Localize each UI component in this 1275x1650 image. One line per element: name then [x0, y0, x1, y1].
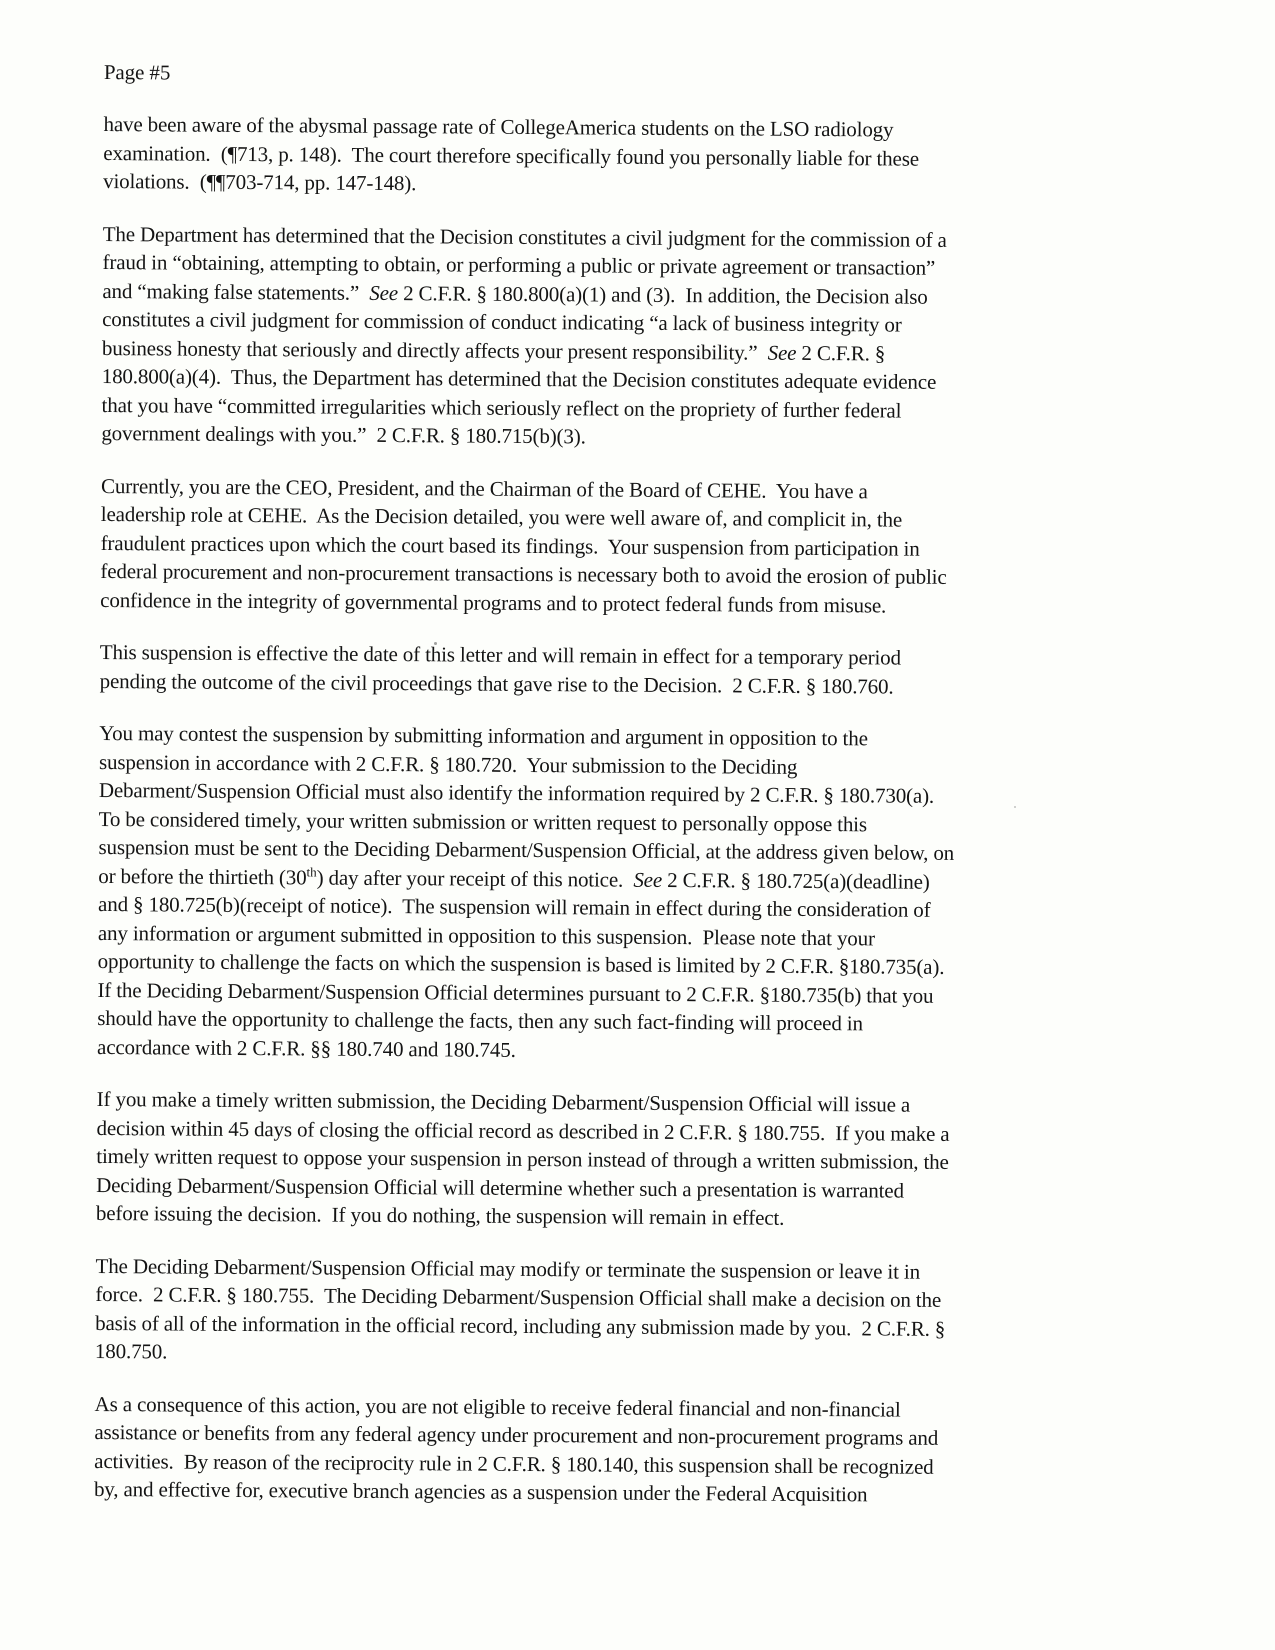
body-text: 2 C.F.R. § 180.725(a)(deadline): [661, 867, 930, 894]
letter-body: [94, 110, 1124, 1511]
text-line: [97, 1032, 1117, 1068]
body-text: basis of all of the information in the official record, including any submission made by you. 2 C.F.R. §: [95, 1310, 946, 1341]
body-text: opportunity to challenge the facts on which the suspension is based is limited by 2 C.F.R. §180.735(a).: [97, 948, 945, 979]
body-text: If you make a timely written submission, the Deciding Debarment/Suspension Official will issue a: [96, 1086, 911, 1117]
body-text: have been aware of the abysmal passage rate of CollegeAmerica students on the LSO radiology: [103, 111, 894, 142]
italic-citation-text: See: [767, 340, 797, 365]
text-line: [96, 1199, 1116, 1235]
paragraph: [100, 471, 1121, 621]
body-text: pending the outcome of the civil proceedings that gave rise to the Decision. 2 C.F.R. § 180.760.: [99, 668, 894, 699]
body-text: If the Deciding Debarment/Suspension Official determines pursuant to 2 C.F.R. §180.735(b) that you: [97, 977, 934, 1008]
text-line: [103, 167, 1123, 203]
superscript-text: th: [306, 863, 317, 880]
body-text: ) day after your receipt of this notice.: [316, 865, 634, 892]
body-text: The Department has determined that the Decision constitutes a civil judgment for the commission of a: [102, 221, 947, 252]
body-text: or before the thirtieth (30: [98, 863, 307, 889]
text-line: [100, 585, 1120, 621]
body-text: business honesty that seriously and directly affects your present responsibility.”: [101, 335, 768, 365]
paragraph: [96, 1085, 1117, 1235]
body-text: federal procurement and non-procurement transactions is necessary both to avoid the erosion of public: [100, 558, 947, 589]
body-text: that you have “committed irregularities which seriously reflect on the propriety of further federal: [101, 392, 902, 423]
body-text: Debarment/Suspension Official must also identify the information required by 2 C.F.R. § 180.730(a).: [98, 777, 935, 808]
body-text: decision within 45 days of closing the official record as described in 2 C.F.R. § 180.755. If you make a: [96, 1115, 950, 1146]
body-text: government dealings with you.” 2 C.F.R. § 180.715(b)(3).: [101, 420, 586, 449]
body-text: 180.750.: [94, 1338, 168, 1364]
paragraph: [101, 219, 1123, 454]
body-text: confidence in the integrity of governmental programs and to protect federal funds from misuse.: [100, 587, 887, 617]
body-text: any information or argument submitted in opposition to this suspension. Please note that your: [97, 920, 875, 950]
body-text: 2 C.F.R. § 180.800(a)(1) and (3). In addition, the Decision also: [397, 280, 928, 309]
body-text: As a consequence of this action, you are not eligible to receive federal financial and non-financial: [94, 1391, 901, 1422]
italic-citation-text: See: [633, 867, 663, 892]
body-text: 2 C.F.R. §: [796, 340, 886, 365]
paragraph: [97, 719, 1119, 1068]
text-line: [94, 1475, 1114, 1511]
body-text: by, and effective for, executive branch agencies as a suspension under the Federal Acquisition: [93, 1476, 868, 1507]
paragraph: [103, 110, 1124, 203]
body-text: force. 2 C.F.R. § 180.755. The Deciding Debarment/Suspension Official shall make a decision on the: [95, 1281, 942, 1312]
body-text: before issuing the decision. If you do nothing, the suspension will remain in effect.: [95, 1200, 785, 1230]
letter-content: [94, 58, 1124, 1511]
paragraph: [94, 1389, 1115, 1510]
body-text: This suspension is effective the date of this letter and will remain in effect for a temporary period: [99, 639, 901, 670]
text-line: [100, 666, 1120, 702]
body-text: and “making false statements.”: [102, 278, 370, 305]
body-text: examination. (¶713, p. 148). The court therefore specifically found you personally liable for these: [103, 140, 920, 171]
paragraph: [100, 638, 1120, 702]
body-text: constitutes a civil judgment for commission of conduct indicating “a lack of business integrity or: [102, 306, 902, 337]
body-text: You may contest the suspension by submitting information and argument in opposition to the: [99, 720, 868, 751]
body-text: timely written request to oppose your suspension in person instead of through a written submission, the: [96, 1143, 949, 1174]
body-text: suspension in accordance with 2 C.F.R. § 180.720. Your submission to the Deciding: [99, 749, 798, 779]
body-text: leadership role at CEHE. As the Decision detailed, you were well aware of, and complicit in, the: [100, 501, 903, 532]
text-line: [101, 419, 1121, 455]
body-text: assistance or benefits from any federal agency under procurement and non-procurement programs and: [94, 1419, 939, 1450]
text-line: [95, 1337, 1115, 1373]
body-text: suspension must be sent to the Deciding Debarment/Suspension Official, at the address given below, on: [98, 834, 955, 865]
body-text: violations. (¶¶703-714, pp. 147-148).: [103, 168, 417, 196]
body-text: and § 180.725(b)(receipt of notice). The suspension will remain in effect during the consideration of: [98, 891, 931, 922]
body-text: 180.800(a)(4). Thus, the Department has determined that the Decision constitutes adequate evidence: [101, 363, 937, 394]
body-text: fraud in “obtaining, attempting to obtain, or performing a public or private agreement or transaction”: [102, 249, 936, 280]
page-number: Page #5: [103, 59, 171, 85]
paragraph: [95, 1251, 1116, 1372]
italic-citation-text: See: [369, 280, 399, 305]
body-text: activities. By reason of the reciprocity rule in 2 C.F.R. § 180.140, this suspension shall be recognized: [94, 1448, 934, 1479]
body-text: Deciding Debarment/Suspension Official will determine whether such a presentation is warranted: [96, 1172, 904, 1203]
body-text: To be considered timely, your written submission or written request to personally oppose this: [98, 806, 868, 836]
body-text: accordance with 2 C.F.R. §§ 180.740 and 180.745.: [97, 1034, 516, 1062]
body-text: Currently, you are the CEO, President, and the Chairman of the Board of CEHE. You have a: [100, 473, 868, 503]
body-text: fraudulent practices upon which the court based its findings. Your suspension from participation in: [100, 530, 920, 561]
body-text: The Deciding Debarment/Suspension Official may modify or terminate the suspension or leave it in: [95, 1253, 921, 1284]
body-text: should have the opportunity to challenge the facts, then any such fact-finding will proceed in: [97, 1005, 863, 1036]
